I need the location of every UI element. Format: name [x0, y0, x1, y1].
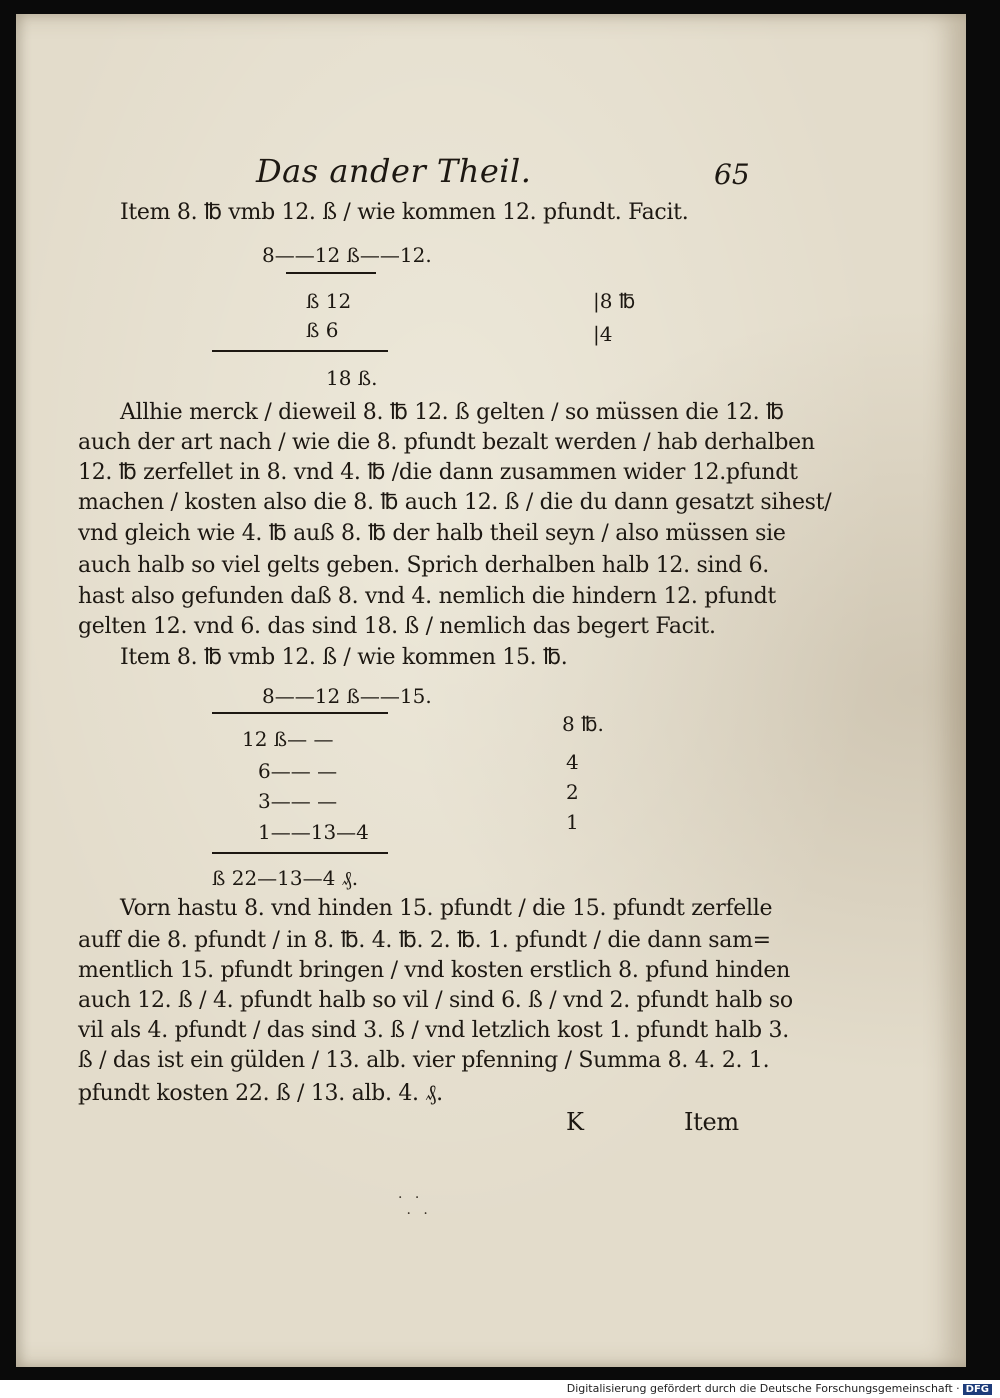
example1-left-row: ß 12 [306, 289, 352, 313]
example2-result: ß 22—13—4 ₰. [212, 866, 359, 890]
paper-specks: · · · · [398, 1190, 432, 1222]
catchword: Item [684, 1108, 739, 1136]
paragraph2-line: vil als 4. pfundt / das sind 3. ß / vnd letzlich kost 1. pfundt halb 3. [78, 1018, 789, 1043]
example1-right-row: |4 [593, 322, 613, 346]
example2-right-row: 4 [566, 750, 579, 774]
example2-left-row: 1——13—4 [258, 820, 369, 844]
running-header: Das ander Theil. [256, 152, 532, 190]
example2-intro: Item 8. ℔ vmb 12. ß / wie kommen 15. ℔. [120, 645, 568, 670]
example2-right-row: 8 ℔. [562, 712, 604, 736]
example1-sum-rule [212, 350, 388, 352]
example1-result: 18 ß. [326, 366, 378, 390]
paragraph2-line: auff die 8. pfundt / in 8. ℔. 4. ℔. 2. ℔. 1. pfundt / die dann sam= [78, 928, 771, 953]
example1-right-row: |8 ℔ [593, 289, 636, 313]
paragraph2-line: ß / das ist ein gülden / 13. alb. vier pfenning / Summa 8. 4. 2. 1. [78, 1048, 770, 1073]
paragraph2-line: auch 12. ß / 4. pfundt halb so vil / sind 6. ß / vnd 2. pfundt halb so [78, 988, 793, 1013]
paragraph2-line: mentlich 15. pfundt bringen / vnd kosten erstlich 8. pfund hinden [78, 958, 790, 983]
paragraph1-line: 12. ℔ zerfellet in 8. vnd 4. ℔ /die dann zusammen wider 12.pfundt [78, 460, 798, 485]
dfg-logo: DFG [963, 1384, 992, 1395]
example1-rule-line: 8——12 ß——12. [262, 243, 432, 267]
signature-mark: K [566, 1108, 584, 1136]
paragraph1-line: hast also gefunden daß 8. vnd 4. nemlich die hindern 12. pfundt [78, 584, 776, 609]
paragraph1-line: gelten 12. vnd 6. das sind 18. ß / nemlich das begert Facit. [78, 614, 716, 639]
paragraph1-line: machen / kosten also die 8. ℔ auch 12. ß / die du dann gesatzt sihest/ [78, 490, 832, 515]
paragraph1-line: Allhie merck / dieweil 8. ℔ 12. ß gelten / so müssen die 12. ℔ [120, 400, 784, 425]
example1-short-rule [286, 272, 376, 274]
example2-left-row: 12 ß— — [242, 727, 334, 751]
example2-right-row: 1 [566, 810, 579, 834]
paragraph1-line: auch der art nach / wie die 8. pfundt bezalt werden / hab derhalben [78, 430, 815, 455]
example1-intro: Item 8. ℔ vmb 12. ß / wie kommen 12. pfundt. Facit. [120, 200, 689, 225]
credit-text: Digitalisierung gefördert durch die Deutsche Forschungsgemeinschaft · [566, 1382, 960, 1395]
paragraph2-line: Vorn hastu 8. vnd hinden 15. pfundt / die 15. pfundt zerfelle [120, 896, 773, 921]
example2-top-rule [212, 712, 388, 714]
paragraph1-line: vnd gleich wie 4. ℔ auß 8. ℔ der halb theil seyn / also müssen sie [78, 521, 786, 546]
example2-sum-rule [212, 852, 388, 854]
example2-left-row: 3—— — [258, 789, 338, 813]
digitization-credit [567, 1382, 992, 1395]
paragraph2-line: pfundt kosten 22. ß / 13. alb. 4. ₰. [78, 1081, 443, 1106]
example2-left-row: 6—— — [258, 759, 338, 783]
example2-rule-line: 8——12 ß——15. [262, 684, 432, 708]
example1-left-row: ß 6 [306, 318, 339, 342]
example2-right-row: 2 [566, 780, 579, 804]
paragraph1-line: auch halb so viel gelts geben. Sprich derhalben halb 12. sind 6. [78, 553, 769, 578]
page-number: 65 [714, 158, 750, 191]
